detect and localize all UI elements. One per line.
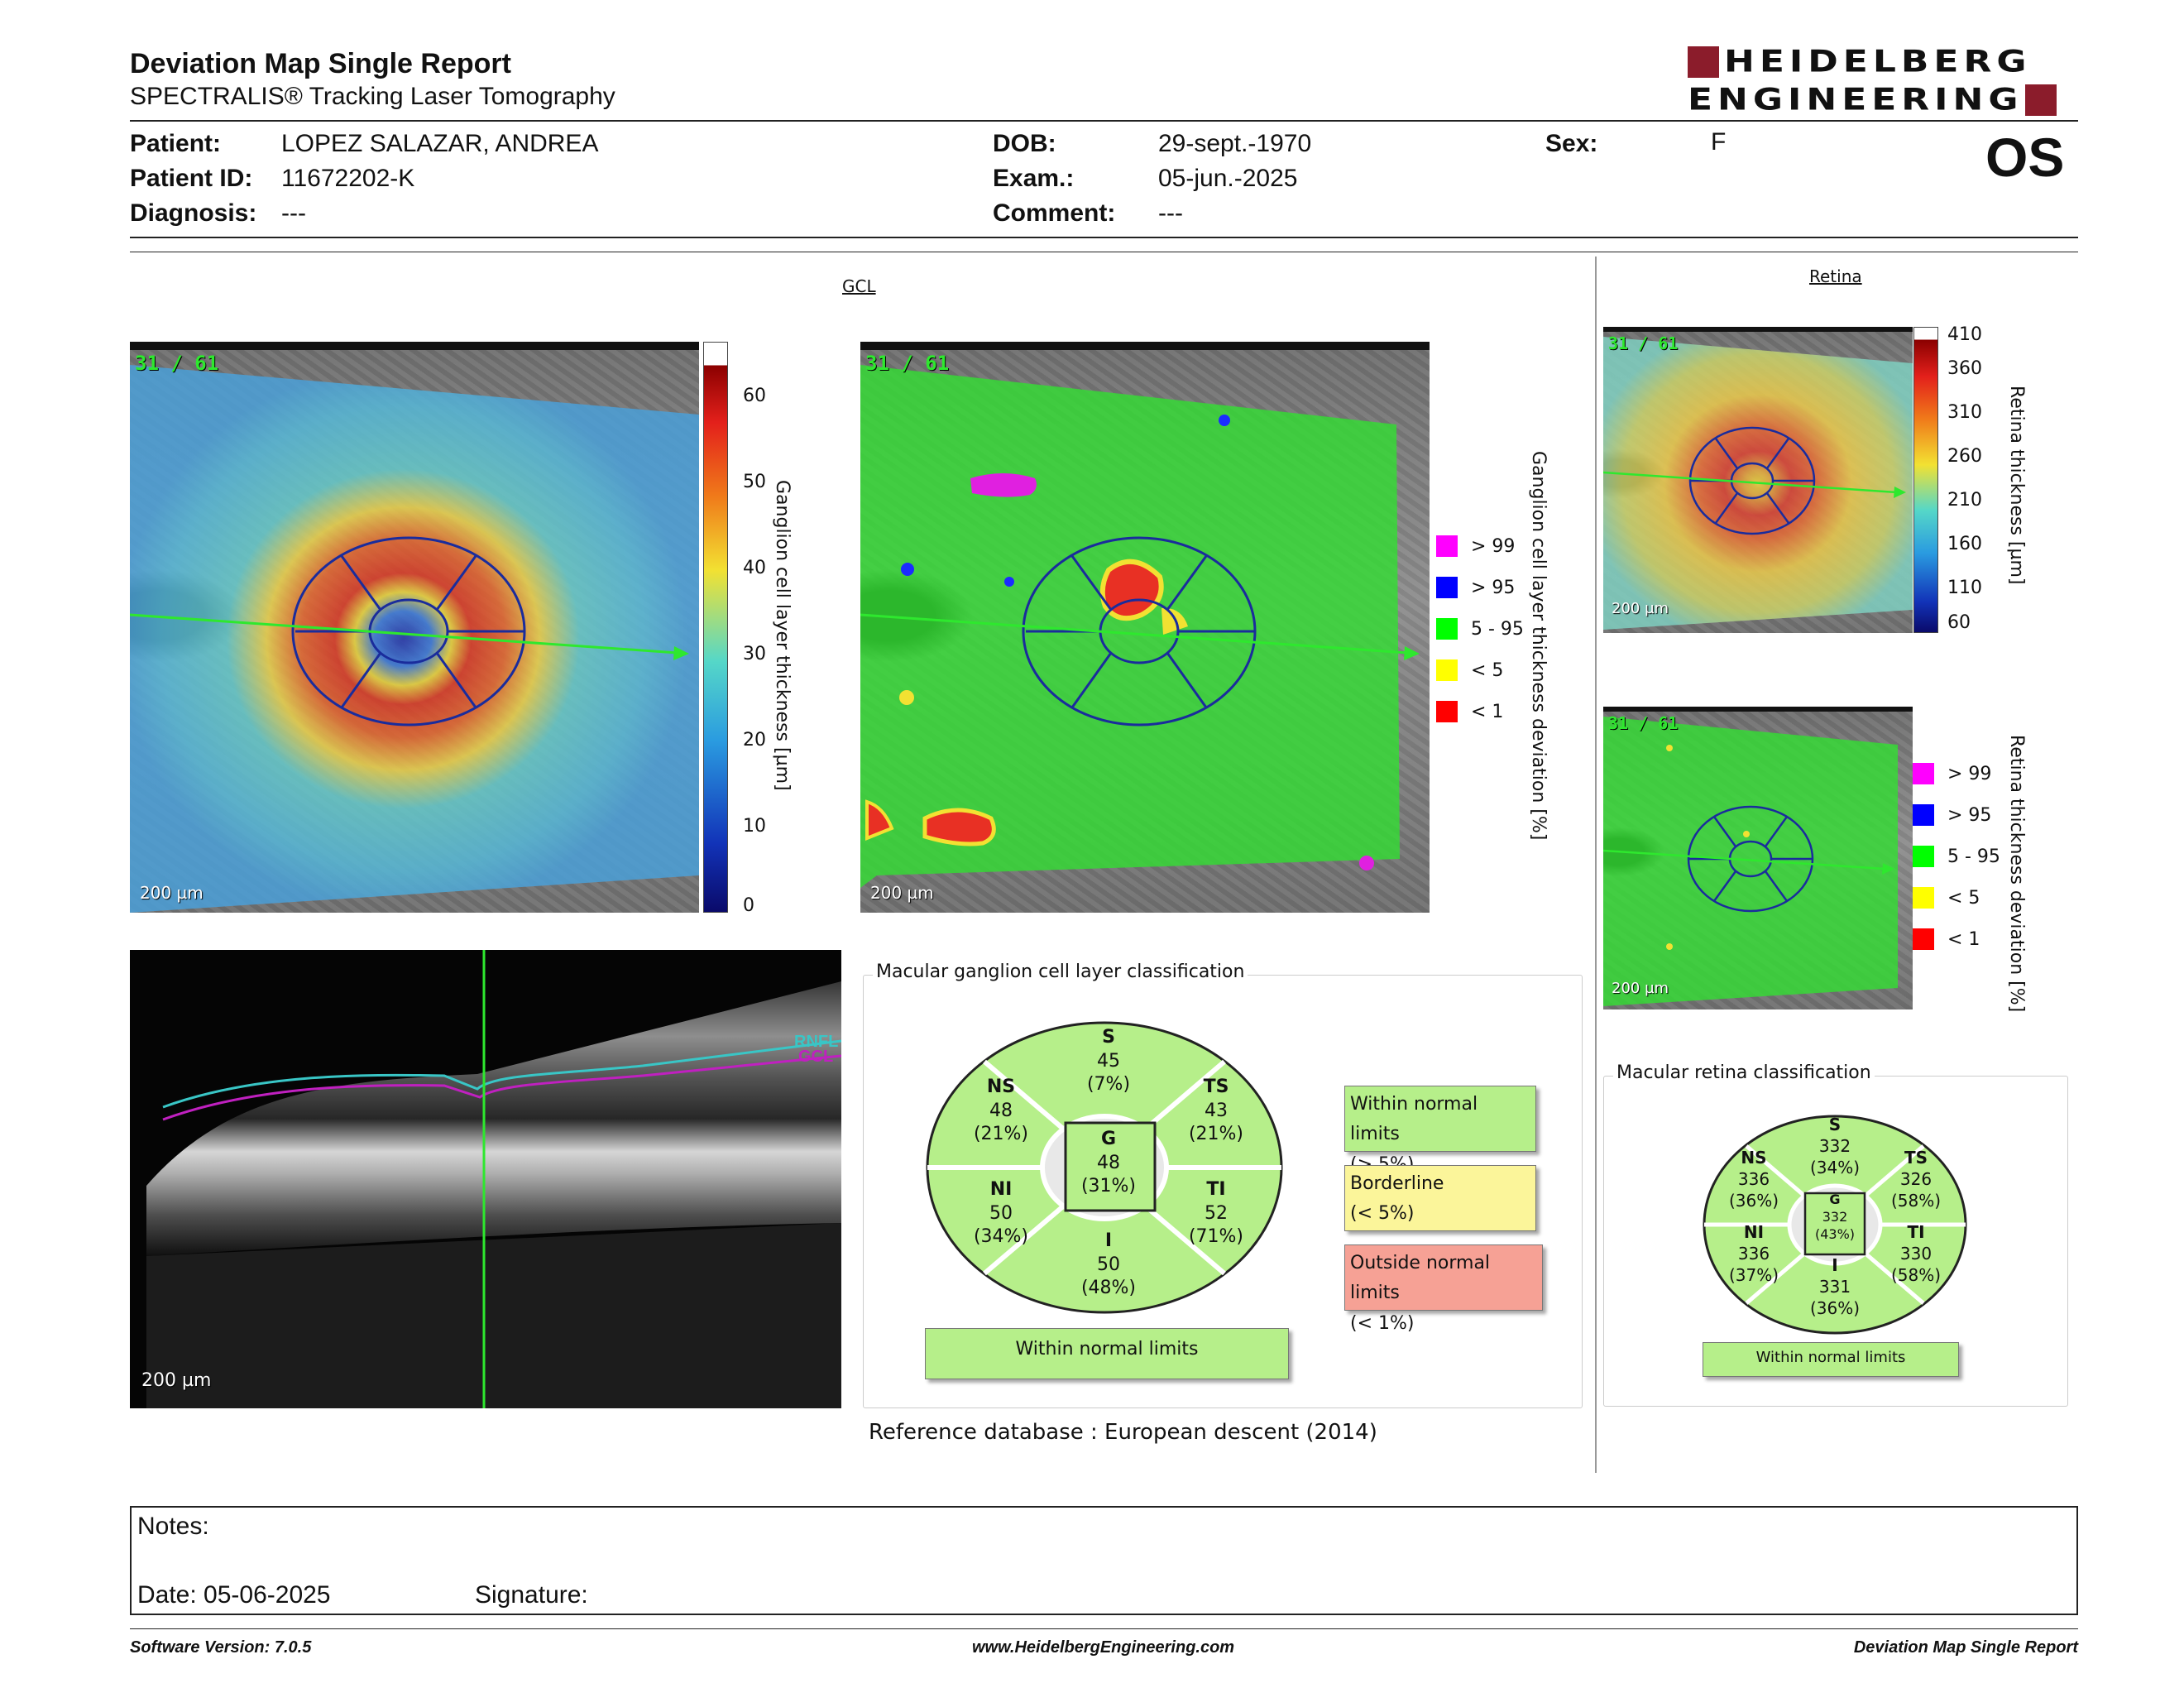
heidelberg-logo [1688, 43, 2070, 119]
patient-divider [130, 237, 2078, 238]
retina-thickness-overlay [1603, 327, 1913, 633]
report-subtitle: SPECTRALIS® Tracking Laser Tomography [130, 83, 615, 110]
retina-sector-ti: TI 330 (58%) [1890, 1222, 1942, 1285]
retina-legend-item: < 5 [1913, 887, 1980, 909]
retina-deviation-overlay [1603, 707, 1913, 1009]
section-divider [1595, 257, 1597, 1473]
retina-sector-g: G 332 (43%) [1814, 1192, 1856, 1242]
gcl-colorbar-tick: 30 [743, 644, 766, 664]
retina-thickness-map [1603, 327, 1913, 633]
comment-value: --- [1158, 199, 1183, 227]
diagnosis-label: Diagnosis: [130, 199, 257, 227]
gcl-colorbar [703, 342, 728, 913]
retina-colorbar-tick: 410 [1947, 324, 1982, 345]
gcl-deviation-scale-label: 200 µm [870, 883, 934, 903]
legend-swatch [1436, 659, 1458, 681]
gcl-map-frame-label: 31 / 61 [135, 352, 219, 375]
legend-borderline: Borderline (< 5%) [1344, 1165, 1536, 1231]
retina-colorbar-tick: 60 [1947, 612, 1971, 633]
retina-sector-ts: TS 326 (58%) [1890, 1148, 1942, 1211]
signature-label: Signature: [475, 1581, 588, 1609]
retina-classification-title: Macular retina classification [1613, 1062, 1875, 1083]
logo-text-line1: HEIDELBERG [1724, 44, 2032, 79]
header-divider [130, 120, 2078, 122]
retina-colorbar-tick: 310 [1947, 402, 1982, 423]
retina-deviation-map [1603, 707, 1913, 1009]
gcl-thickness-map [130, 342, 699, 913]
retina-map-frame-label: 31 / 61 [1608, 333, 1679, 353]
retina-map-scale-label: 200 µm [1612, 600, 1669, 617]
gcl-section-title: GCL [842, 276, 876, 296]
retina-sector-i: I 331 (36%) [1809, 1255, 1861, 1318]
retina-colorbar-label: Retina thickness [µm] [2006, 386, 2027, 585]
legend-swatch [1913, 846, 1934, 867]
retina-section-title: Retina [1809, 266, 1862, 286]
footer-report-name: Deviation Map Single Report [1853, 1638, 2078, 1657]
retina-sector-s: S 332 (34%) [1809, 1115, 1861, 1177]
notes-label: Notes: [137, 1513, 209, 1540]
dob-value: 29-sept.-1970 [1158, 130, 1312, 157]
gcl-deviation-overlay [860, 342, 1430, 913]
retina-legend-item: > 95 [1913, 804, 1991, 826]
logo-text-line2: ENGINEERING [1688, 82, 2024, 117]
patient-id-label: Patient ID: [130, 165, 253, 192]
logo-square-top [1688, 46, 1719, 78]
legend-within-normal: Within normal limits [1344, 1086, 1536, 1152]
oct-bscan-image [130, 950, 841, 1408]
sex-value: F [1711, 128, 1727, 156]
legend-swatch [1436, 535, 1458, 557]
retina-colorbar-tick: 210 [1947, 490, 1982, 511]
retina-deviation-frame-label: 31 / 61 [1608, 713, 1679, 733]
exam-value: 05-jun.-2025 [1158, 165, 1298, 192]
patient-name: LOPEZ SALAZAR, ANDREA [281, 130, 599, 157]
retina-result-box: Within normal limits [1703, 1342, 1959, 1377]
gcl-result-box: Within normal limits [925, 1328, 1289, 1379]
retina-deviation-scale-label: 200 µm [1612, 980, 1669, 997]
retina-deviation-axis-label: Retina thickness deviation [%] [2006, 735, 2027, 1013]
gcl-map-scale-label: 200 µm [140, 883, 204, 903]
diagnosis-value: --- [281, 199, 306, 227]
legend-swatch [1436, 577, 1458, 598]
gcl-legend-item: < 1 [1436, 701, 1503, 722]
gcl-deviation-axis-label: Ganglion cell layer thickness deviation [%] [1528, 451, 1549, 841]
report-title: Deviation Map Single Report [130, 48, 511, 79]
gcl-legend-item: > 95 [1436, 577, 1515, 598]
gcl-sector-ts: TS 43 (21%) [1188, 1077, 1244, 1145]
gcl-legend-item: 5 - 95 [1436, 618, 1524, 640]
gcl-colorbar-tick: 0 [743, 895, 754, 916]
gcl-colorbar-tick: 60 [743, 386, 766, 406]
patient-label: Patient: [130, 130, 222, 157]
exam-label: Exam.: [993, 165, 1075, 192]
oct-bscan [130, 950, 841, 1408]
gcl-colorbar-tick: 40 [743, 558, 766, 578]
legend-swatch [1436, 618, 1458, 640]
gcl-sector-s: S 45 (7%) [1086, 1027, 1131, 1096]
retina-colorbar-tick: 110 [1947, 578, 1982, 598]
retina-sector-ni: NI 336 (37%) [1728, 1222, 1779, 1285]
logo-square-bottom [2025, 84, 2057, 116]
comment-label: Comment: [993, 199, 1116, 227]
website-link[interactable]: www.HeidelbergEngineering.com [972, 1638, 1235, 1657]
legend-swatch [1436, 701, 1458, 722]
oct-scale-label: 200 µm [141, 1370, 212, 1391]
gcl-layer-label: GCL [798, 1048, 834, 1066]
patient-id: 11672202-K [281, 165, 415, 192]
gcl-thickness-overlay [130, 342, 699, 913]
retina-legend-item: > 99 [1913, 763, 1991, 784]
retina-legend-item: < 1 [1913, 928, 1980, 950]
retina-colorbar-tick: 260 [1947, 446, 1982, 467]
rnfl-layer-label: RNFL [794, 1033, 839, 1051]
dob-label: DOB: [993, 130, 1056, 157]
gcl-legend-item: > 99 [1436, 535, 1515, 557]
software-version: Software Version: 7.0.5 [130, 1638, 312, 1657]
legend-swatch [1913, 928, 1934, 950]
gcl-deviation-map [860, 342, 1430, 913]
eye-laterality: OS [1985, 127, 2065, 188]
gcl-colorbar-label: Ganglion cell layer thickness [µm] [772, 480, 793, 791]
gcl-sector-ti: TI 52 (71%) [1188, 1179, 1244, 1248]
legend-swatch [1913, 763, 1934, 784]
gcl-colorbar-tick: 20 [743, 730, 766, 750]
notes-box[interactable] [130, 1506, 2078, 1615]
gcl-sector-g: G 48 (31%) [1080, 1129, 1137, 1197]
sex-label: Sex: [1545, 130, 1598, 157]
legend-swatch [1913, 804, 1934, 826]
retina-sector-ns: NS 336 (36%) [1728, 1148, 1779, 1211]
gcl-sector-ni: NI 50 (34%) [973, 1179, 1029, 1248]
gcl-sector-ns: NS 48 (21%) [973, 1077, 1029, 1145]
reference-database: Reference database : European descent (2014) [869, 1420, 1377, 1445]
gcl-deviation-frame-label: 31 / 61 [865, 352, 950, 375]
legend-swatch [1913, 887, 1934, 909]
gcl-colorbar-tick: 50 [743, 472, 766, 492]
gcl-classification-title: Macular ganglion cell layer classification [873, 961, 1248, 982]
retina-legend-item: 5 - 95 [1913, 846, 2000, 867]
retina-colorbar-tick: 360 [1947, 358, 1982, 379]
gcl-legend-item: < 5 [1436, 659, 1503, 681]
gcl-colorbar-tick: 10 [743, 816, 766, 837]
footer-divider [130, 1628, 2078, 1629]
gcl-sector-i: I 50 (48%) [1080, 1230, 1137, 1299]
retina-colorbar-tick: 160 [1947, 534, 1982, 554]
date-label: Date: 05-06-2025 [137, 1581, 331, 1609]
retina-colorbar [1913, 327, 1938, 633]
legend-outside-normal: Outside normal limits (< 1%) [1344, 1244, 1543, 1311]
